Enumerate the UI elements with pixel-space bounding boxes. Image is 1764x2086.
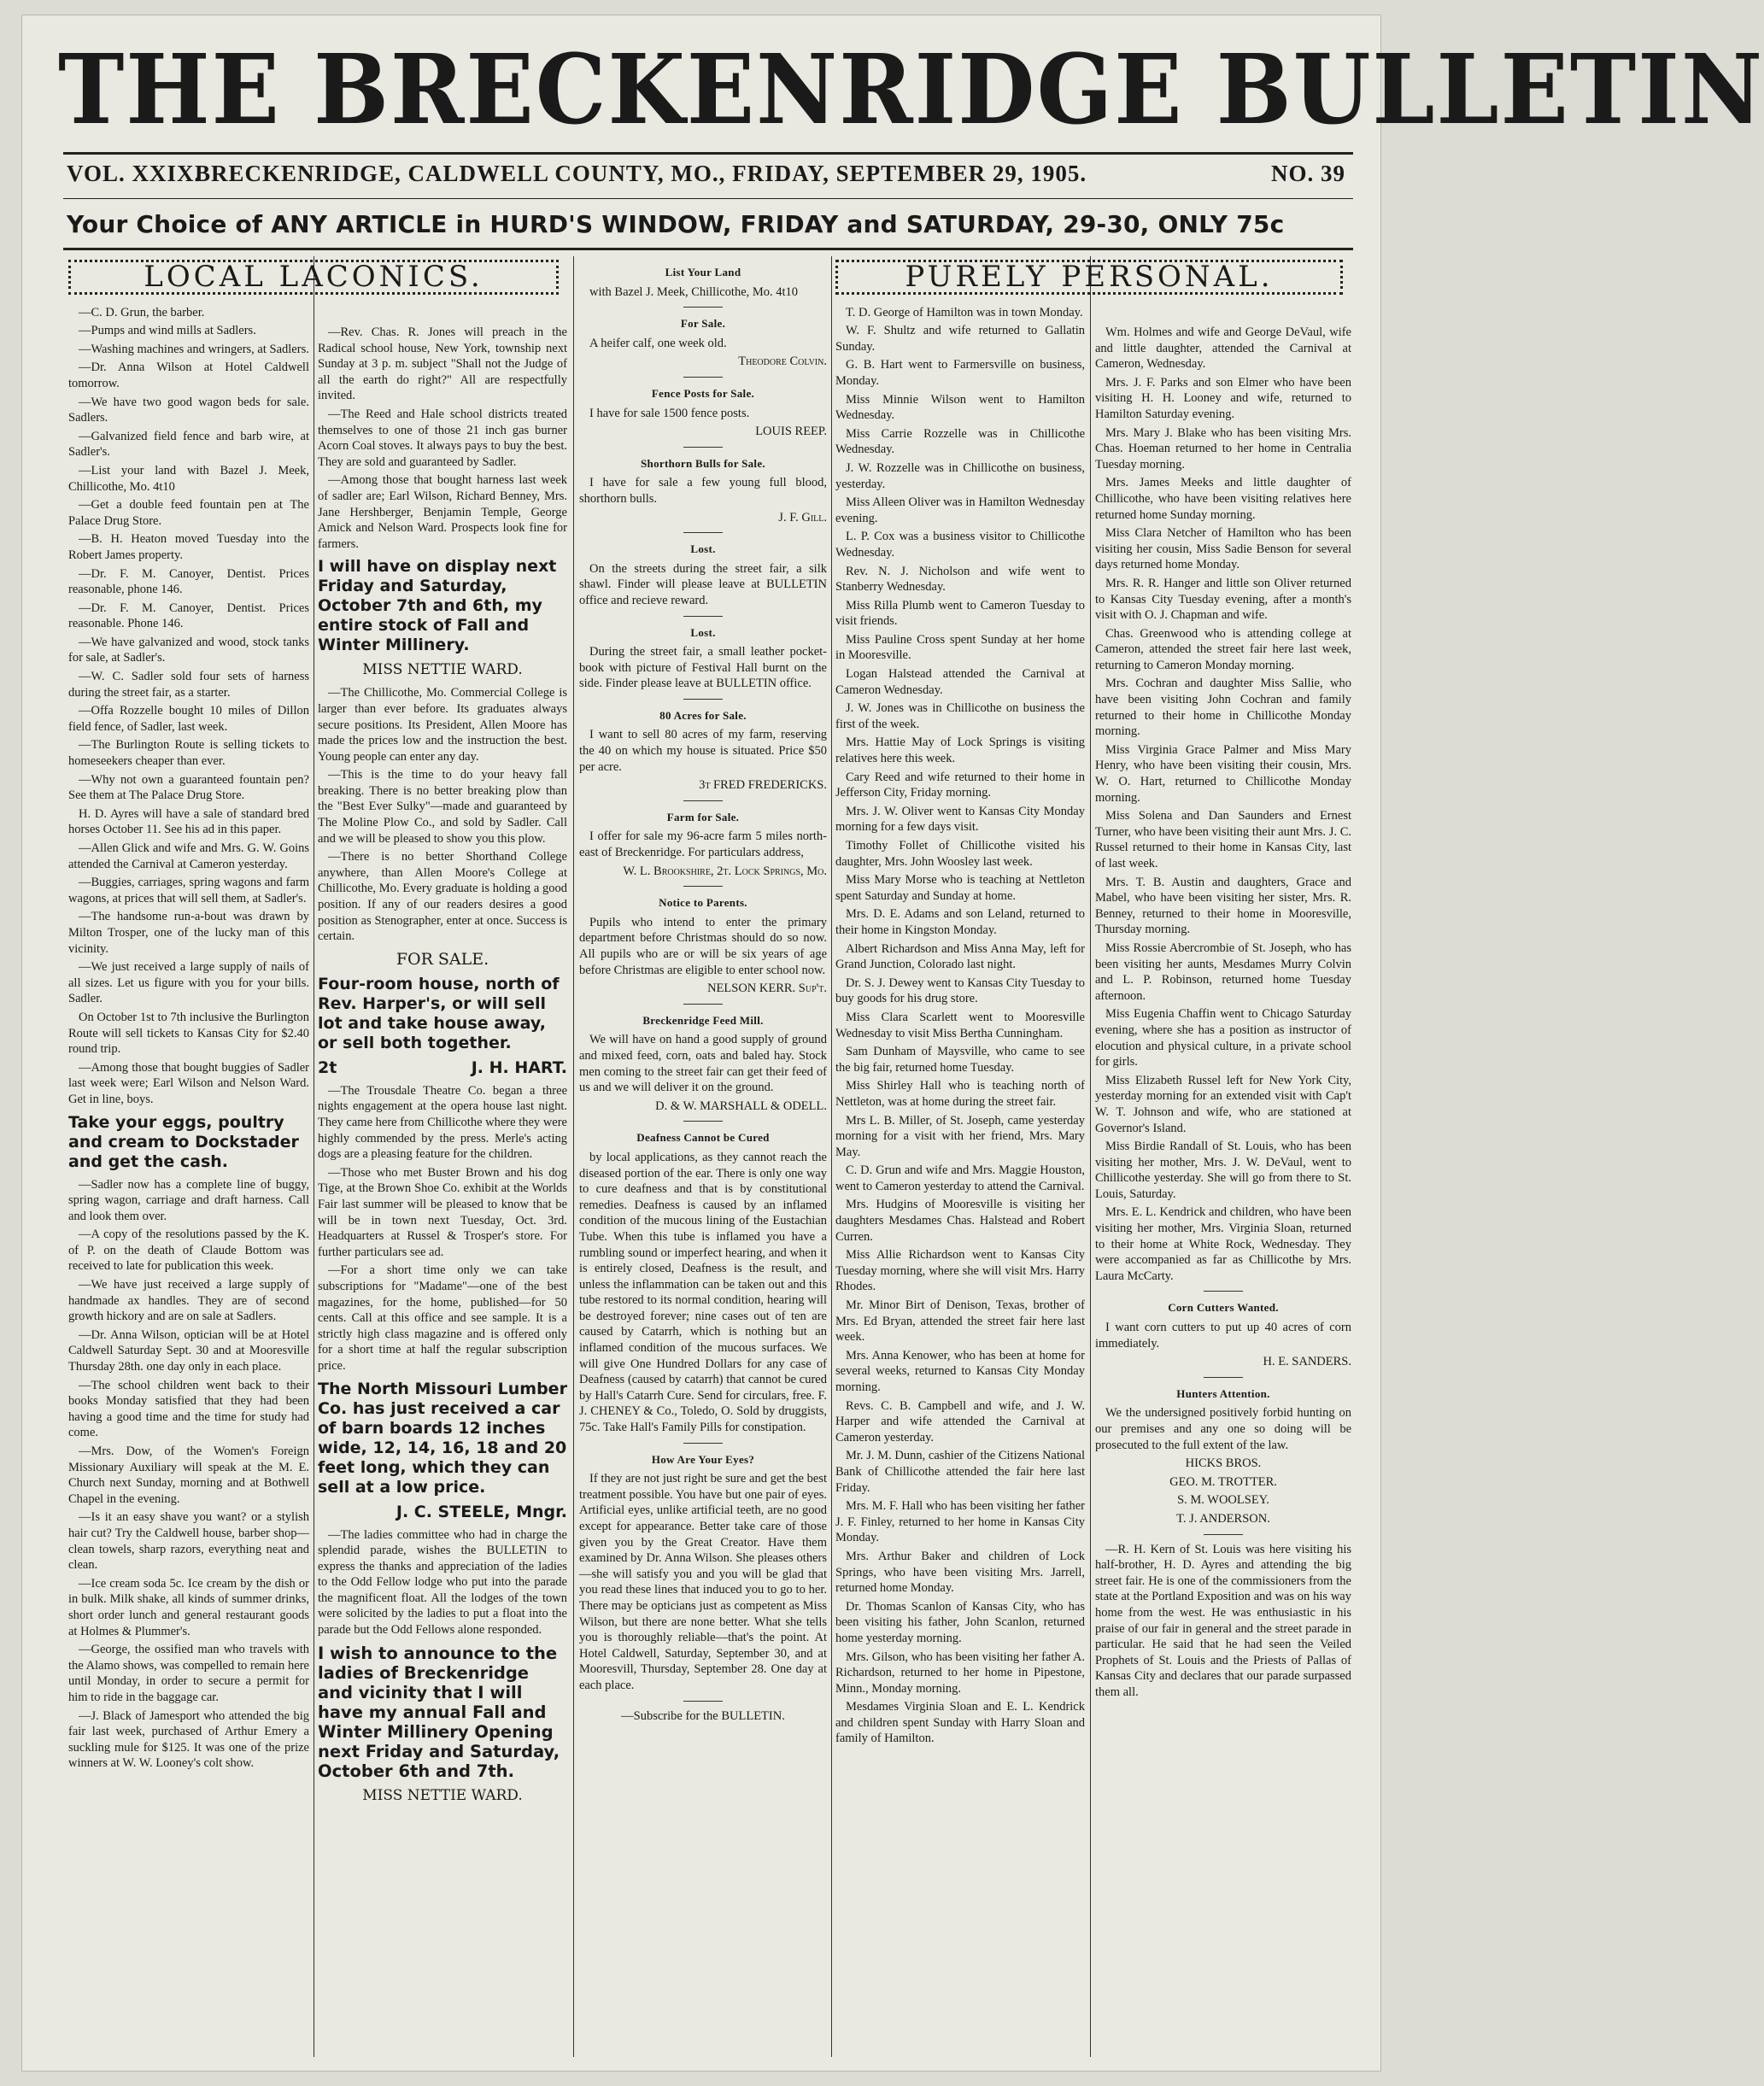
personal-item: Cary Reed and wife returned to their home in Jefferson City, Friday morning. [835,770,1085,800]
classified-heading: Notice to Parents. [659,896,747,910]
classified-body: I offer for sale my 96-acre farm 5 miles north-east of Breckenridge. For particulars address, [579,829,827,860]
personal-column-2 [1095,256,1351,2059]
classified-heading: Farm for Sale. [666,810,740,823]
divider [1204,1377,1243,1378]
local-item: —Those who met Buster Brown and his dog Tige, at the Brown Shoe Co. exhibit at the Worlds Fair last summer will be pleased to know that be will be in town next Tuesday, Oct. 3rd. Headquarters at Russel & Trosper's store. For further particulars see ad. [318,1165,567,1259]
hunters-signature: GEO. M. TROTTER. [1169,1474,1277,1489]
personal-item: Mr. Minor Birt of Denison, Texas, brother of Mrs. Ed Bryan, attended the street fair here last week. [835,1298,1085,1345]
lumber-signature: J. C. STEELE, Mngr. [396,1502,567,1521]
classified-body: We will have on hand a good supply of ground and mixed feed, corn, oats and baled hay. Stock men coming to the street fair can get their feed of us and we will deliver it on the ground. [579,1033,827,1095]
classified-heading: Deafness Cannot be Cured [636,1131,770,1145]
personal-item: T. D. George of Hamilton was in town Monday. [846,305,1083,319]
personal-item: Mrs L. B. Miller, of St. Joseph, came yesterday morning for a visit with her friend, Mrs. Mary May. [835,1113,1085,1159]
personal-item: Miss Rossie Abercrombie of St. Joseph, who has been visiting her aunts, Mesdames Murry Colvin and L. P. Robinson, returned home Tuesday afternoon. [1095,940,1351,1003]
millinery-opening-ad: I wish to announce to the ladies of Breckenridge and vicinity that I will have my annual Fall and Winter Millinery Opening next Friday and Saturday, October 6th and 7th. [318,1643,560,1781]
classified-heading: List Your Land [665,266,741,278]
classified-heading: Lost. [690,625,716,639]
local-item: —Sadler now has a complete line of buggy, spring wagon, carriage and draft harness. Call and look them over. [68,1177,309,1223]
personal-item: Mrs. Hudgins of Mooresville is visiting her daughters Mesdames Chas. Halstead and Robert Curren. [835,1198,1085,1244]
personal-item: Mrs. T. B. Austin and daughters, Grace and Mabel, who have been visiting her sister, Mrs. R. Benney, returned to their home in Mooresville, Thursday morning. [1095,875,1351,937]
local-item: —Pumps and wind mills at Sadlers. [79,324,256,338]
personal-item: Miss Minnie Wilson went to Hamilton Wednesday. [835,392,1085,423]
local-item: —We have just received a large supply of handmade ax handles. They are of second growth hickory and are on sale at Sadlers. [68,1278,309,1324]
divider [683,377,723,378]
corn-cutters-body: I want corn cutters to put up 40 acres of corn immediately. [1095,1321,1351,1351]
classified-heading: Shorthorn Bulls for Sale. [641,456,765,470]
personal-item: Mrs. D. E. Adams and son Leland, returned to their home in Kingston Monday. [835,907,1085,937]
personal-item: Mrs. J. W. Oliver went to Kansas City Monday morning for a few days visit. [835,804,1085,835]
purely-personal-heading: PURELY PERSONAL. [835,260,1343,295]
local-item: —The handsome run-a-bout was drawn by Milton Trosper, one of the lucky man of this vicinity. [68,910,309,956]
personal-item: J. W. Rozzelle was in Chillicothe on business, yesterday. [835,460,1085,491]
hunters-body: We the undersigned positively forbid hunting on our premises and any one so doing will be prosecuted to the full extent of the law. [1095,1406,1351,1452]
column-rule [573,256,574,2057]
local-item: —The Reed and Hale school districts treated themselves to one of those 21 inch gas burner Acorn Coal stoves. It always pays to buy the best. They are sold and guaranteed by Sadler. [318,407,567,469]
divider [683,1004,723,1005]
for-sale-signature: J. H. HART. [471,1058,567,1077]
personal-item: Mrs. James Meeks and little daughter of Chillicothe, who have been visiting relatives here returned home Sunday morning. [1095,476,1351,522]
personal-item: Mrs. M. F. Hall who has been visiting her father J. F. Finley, returned to her home in Kansas City Monday. [835,1499,1085,1545]
local-item: —C. D. Grun, the barber. [79,305,205,319]
hunters-signature: HICKS BROS. [1185,1456,1262,1471]
classified-body: A heifer calf, one week old. [589,336,727,350]
classified-body: by local applications, as they cannot reach the diseased portion of the ear. There is only one way to cure deafness and that is by constitutional remedies. Deafness is caused by an inflamed condition of the mucous lining of the Eustachian Tube. When this tube is inflamed you have a rumbling sound or imperfect hearing, and when it is entirely closed, Deafness is the result, and unless the inflammation can be taken out and this tube restored to its normal condition, hearing will be destroyed forever; nine cases out of ten are caused by Catarrh, which is nothing but an inflamed condition of the mucous surfaces. We will give One Hundred Dollars for any case of Deafness (caused by catarrh) that cannot be cured by Hall's Catarrh Cure. Send for circulars, free. F. J. CHENEY & Co., Toledo, O. Sold by druggists, 75c. Take Hall's Family Pills for constipation. [579,1150,827,1435]
local-item: —B. H. Heaton moved Tuesday into the Robert James property. [68,532,309,562]
divider [683,699,723,700]
local-item: —For a short time only we can take subscriptions for "Madame"—one of the best magazines, for the home, published—for 50 cents. Call at this office and see sample. It is a strictly high class magazine and is offered only for a short time at half the regular subscription price. [318,1263,567,1373]
local-item: —The Trousdale Theatre Co. began a three nights engagement at the opera house last night. They came here from Chillicothe where they were highly commended by the press. Merle's acting dogs are a pleasing feature for the children. [318,1083,567,1162]
personal-item: Miss Elizabeth Russel left for New York City, yesterday morning for an extended visit with Cap't W. T. Johnson and wife, who are stationed at Governor's Island. [1095,1073,1351,1135]
local-item: —J. Black of Jamesport who attended the big fair last week, purchased of Arthur Emery a suckling mule for $125. It was one of the prize winners at W. W. Looney's colt show. [68,1708,309,1771]
divider [683,886,723,887]
local-item: —There is no better Shorthand College anywhere, than Allen Moore's College at Chillicothe, Mo. Every graduate is holding a good position. If any of our readers desires a good position as Stenographer, enter at once. Success is certain. [318,850,567,944]
personal-item: Miss Clara Netcher of Hamilton who has been visiting her cousin, Miss Sadie Benson for several days returned home Monday. [1095,526,1351,572]
hunters-heading: Hunters Attention. [1176,1386,1270,1400]
dateline-rule [63,198,1353,199]
personal-item: Miss Solena and Dan Saunders and Ernest Turner, who have been visiting their aunt Mrs. J. C. Russel returned to their home in Kansas City, last of last week. [1095,809,1351,870]
personal-item: Mrs. Cochran and daughter Miss Sallie, who have been visiting John Cochran and family returned to their home in Chillicothe Monday morning. [1095,677,1351,739]
dateline [67,161,1348,191]
local-column-2 [318,256,567,2059]
personal-item: Wm. Holmes and wife and George DeVaul, wife and little daughter, attended the Carnival at Cameron, Wednesday. [1095,325,1351,372]
classified-heading: For Sale. [680,317,726,331]
for-sale-house-ad: Four-room house, north of Rev. Harper's, or will sell lot and take house away, or sell both together. [318,974,560,1052]
classified-body: If they are not just right be sure and get the best treatment possible. You have but one pair of eyes. Artificial eyes, unlike artificial teeth, are no good except for appearance. Better take care of those given you by the Great Creator. Have them examined by Dr. Anna Wilson. She pleases others—she will satisfy you and you will be glad that you read these lines that induced you to go to her. There may be opticians just as competent as Miss Wilson, but there are none better. What she tells you is thoroughly reliable—that's the point. At Hotel Caldwell, Saturday, September 30, and at Mooresvill, Thursday, September 28. One day at each place. [579,1472,827,1692]
personal-item: Mrs. R. R. Hanger and little son Oliver returned to Kansas City Tuesday evening, after a month's visit with O. J. Chapman and wife. [1095,576,1351,623]
local-item: —A copy of the resolutions passed by the K. of P. on the death of Claude Bottom was received to late for publication this week. [68,1228,309,1274]
divider [683,1121,723,1122]
personal-item: Miss Eugenia Chaffin went to Chicago Saturday evening, where she has a position as instructor of elocution and physical culture, in a private school for girls. [1095,1007,1351,1069]
personal-item: Mrs. Hattie May of Lock Springs is visiting relatives here this week. [835,735,1085,766]
column-rule [1090,256,1091,2057]
local-item: —This is the time to do your heavy fall breaking. There is no better breaking plow than the "Best Ever Sulky"—made and guaranteed by The Moline Plow Co., and sold by Sadler. Call and we will be pleased to show you this plow. [318,768,567,846]
personal-item: Rev. N. J. Nicholson and wife went to Stanberry Wednesday. [835,564,1085,595]
divider [683,616,723,617]
local-item: —Ice cream soda 5c. Ice cream by the dish or in bulk. Milk shake, all kinds of summer drinks, short order lunch and general restaurant goods at Holmes & Plummer's. [68,1576,309,1638]
local-item: —Dr. Anna Wilson at Hotel Caldwell tomorrow. [68,360,309,390]
local-item: —Among those that bought buggies of Sadler last week were; Earl Wilson and Nelson Ward. Get in line, boys. [68,1060,309,1106]
personal-item: Miss Mary Morse who is teaching at Nettleton spent Saturday and Sunday at home. [835,873,1085,903]
subscribe-note: —Subscribe for the BULLETIN. [621,1708,785,1723]
corn-cutters-heading: Corn Cutters Wanted. [1168,1301,1279,1315]
personal-item: Miss Carrie Rozzelle was in Chillicothe Wednesday. [835,426,1085,457]
classified-body: I have for sale 1500 fence posts. [589,406,750,420]
masthead-rule [63,152,1353,155]
local-item: —Rev. Chas. R. Jones will preach in the Radical school house, New York, township next Sunday at 3 p. m. subject "Shall not the Judge of all the earth do right?" All are respectfully invited. [318,325,567,403]
classified-signature: 3t FRED FREDERICKS. [699,778,827,793]
local-item: —Washing machines and wringers, at Sadlers. [79,342,309,356]
personal-item: Timothy Follet of Chillicothe visited his daughter, Mrs. John Woosley last week. [835,839,1085,869]
local-item: —Mrs. Dow, of the Women's Foreign Missionary Auxiliary will speak at the M. E. Church next Sunday, morning and at Bothwell Chapel in the evening. [68,1444,309,1506]
personal-item: Mrs. Arthur Baker and children of Lock Springs, who have been visiting Mrs. Jarrell, returned home Monday. [835,1549,1085,1596]
local-item: —Is it an easy shave you want? or a stylish hair cut? Try the Caldwell house, barber shop—clean towels, sharp razors, everything neat and clean. [68,1510,309,1573]
personal-item: Miss Allie Richardson went to Kansas City Tuesday morning, where she will visit Mrs. Harry Rhodes. [835,1248,1085,1294]
local-item: —List your land with Bazel J. Meek, Chillicothe, Mo. 4t10 [68,463,309,494]
personal-item: C. D. Grun and wife and Mrs. Maggie Houston, went to Cameron yesterday to attend the Carnival. [835,1163,1085,1193]
classified-signature: NELSON KERR. Sup't. [707,981,827,996]
banner-ad: Your Choice of ANY ARTICLE in HURD'S WINDOW, FRIDAY and SATURDAY, 29-30, ONLY 75c [67,210,1285,238]
volume-number: VOL. XXIX. [67,161,202,186]
local-item: —The Chillicothe, Mo. Commercial College is larger than ever before. Its graduates always secure positions. Its President, Allen Moore has made the prices low and the instruction the best. Young people can enter any day. [318,686,567,764]
classified-body: Pupils who intend to enter the primary department before Christmas should do so now. All pupils who are or will be six years of age before Christmas are eligible to enter school now. [579,915,827,977]
local-item: —The ladies committee who had in charge the splendid parade, wishes the BULLETIN to express the thanks and appreciation of the ladies to the Odd Fellow lodge who put into the parade the magnificent float. All the lodges of the town were solicited by the ladies to put a float into the parade but the Odd Fellows alone responded. [318,1527,567,1638]
classified-heading: Fence Posts for Sale. [651,386,755,400]
divider [683,800,723,801]
local-item: —Allen Glick and wife and Mrs. G. W. Goins attended the Carnival at Cameron yesterday. [68,841,309,871]
local-item: —W. C. Sadler sold four sets of harness during the street fair, as a starter. [68,670,309,700]
classifieds-column [579,256,827,2059]
classified-signature: LOUIS REEP. [755,425,827,439]
kern-item: —R. H. Kern of St. Louis was here visiting his half-brother, H. D. Ayres and attending the big street fair. He is one of the commissioners from the state at the Portland Exposition and was on his way home from the west. He was enthusiastic in his praise of our fair in general and the street parade in particular. He said that he had seen the Veiled Prophets of St. Louis and the Priests of Pallas of Kansas City and declares that our parade surpassed them all. [1095,1542,1351,1699]
place-date: BRECKENRIDGE, CALDWELL COUNTY, MO., FRIDAY, SEPTEMBER 29, 1905. [195,161,1087,186]
personal-item: Revs. C. B. Campbell and wife, and J. W. Harper and wife attended the Carnival at Cameron yesterday. [835,1398,1085,1444]
for-sale-heading: FOR SALE. [396,949,489,969]
classified-heading: Lost. [690,542,716,556]
local-item: —We have two good wagon beds for sale. Sadlers. [68,395,309,425]
divider [683,1443,723,1444]
local-item: On October 1st to 7th inclusive the Burlington Route will sell tickets to Kansas City for $2.40 round trip. [68,1010,309,1057]
local-item: —George, the ossified man who travels with the Alamo shows, was compelled to remain here until Monday, in order to secure a permit for him to ride in the baggage car. [68,1643,309,1704]
newspaper-page [22,15,1764,2071]
eggs-ad: Take your eggs, poultry and cream to Dockstader and get the cash. [68,1112,299,1171]
local-item: —Why not own a guaranteed fountain pen? See them at The Palace Drug Store. [68,772,309,803]
personal-item: L. P. Cox was a business visitor to Chillicothe Wednesday. [835,530,1085,560]
divider [683,447,723,448]
local-item: —Dr. F. M. Canoyer, Dentist. Prices reasonable, phone 146. [68,566,309,597]
personal-item: Dr. S. J. Dewey went to Kansas City Tuesday to buy goods for his drug store. [835,976,1085,1006]
hunters-signature: S. M. WOOLSEY. [1177,1493,1269,1508]
personal-item: Sam Dunham of Maysville, who came to see the big fair, returned home Tuesday. [835,1045,1085,1075]
divider [683,1701,723,1702]
personal-item: Miss Clara Scarlett went to Mooresville Wednesday to visit Miss Bertha Cunningham. [835,1010,1085,1040]
millinery-display-ad: I will have on display next Friday and Saturday, October 7th and 6th, my entire stock of Fall and Winter Millinery. [318,557,557,655]
personal-item: Miss Rilla Plumb went to Cameron Tuesday to visit friends. [835,598,1085,629]
local-item: —The Burlington Route is selling tickets to homeseekers cheaper than ever. [68,738,309,769]
personal-item: Mrs. J. F. Parks and son Elmer who have been visiting H. H. Looney and wife, returned to Hamilton Saturday evening. [1095,375,1351,421]
personal-item: Miss Alleen Oliver was in Hamilton Wednesday evening. [835,495,1085,525]
classified-signature: D. & W. MARSHALL & ODELL. [655,1099,827,1113]
classified-signature: W. L. Brookshire, 2t. Lock Springs, Mo. [623,864,827,878]
local-item: —Offa Rozzelle bought 10 miles of Dillon field fence, of Sadler, last week. [68,704,309,734]
banner-rule [63,248,1353,250]
local-laconics-heading: LOCAL LACONICS. [68,260,559,295]
personal-item: Mesdames Virginia Sloan and E. L. Kendrick and children spent Sunday with Harry Sloan and family of Hamilton. [835,1700,1085,1746]
issue-number: NO. 39 [1271,161,1345,186]
column-rule [831,256,832,2057]
millinery-opening-signature: MISS NETTIE WARD. [362,1786,523,1804]
local-item: —Among those that bought harness last week of sadler are; Earl Wilson, Richard Benney, Mrs. Jane Hershberger, Benjamin Temple, George Amick and Nelson Ward. Prospects look fine for farmers. [318,473,567,551]
personal-item: Dr. Thomas Scanlon of Kansas City, who has been visiting his father, John Scanlon, returned home yesterday morning. [835,1599,1085,1645]
local-item: H. D. Ayres will have a sale of standard bred horses October 11. See his ad in this paper. [68,806,309,837]
personal-item: Logan Halstead attended the Carnival at Cameron Wednesday. [835,667,1085,697]
personal-item: Mrs. Gilson, who has been visiting her father A. Richardson, returned to her home in Pipestone, Minn., Monday morning. [835,1649,1085,1696]
local-item: —We just received a large supply of nails of all sizes. Let us figure with you for your bills. Sadler. [68,960,309,1006]
local-item: —Dr. F. M. Canoyer, Dentist. Prices reasonable. Phone 146. [68,601,309,631]
classified-signature: Theodore Colvin. [738,355,827,369]
personal-item: Chas. Greenwood who is attending college at Cameron, attended the street fair here last week, returning to Cameron Monday morning. [1095,626,1351,672]
personal-item: Albert Richardson and Miss Anna May, left for Grand Junction, Colorado last night. [835,941,1085,972]
classified-heading: How Are Your Eyes? [651,1452,755,1466]
masthead-title: THE BRECKENRIDGE BULLETIN [58,32,1764,146]
personal-item: Miss Pauline Cross spent Sunday at her home in Mooresville. [835,632,1085,663]
lumber-ad: The North Missouri Lumber Co. has just received a car of barn boards 12 inches wide, 12, 14, 16, 18 and 20 feet long, which they can sell at a low price. [318,1379,567,1497]
personal-item: Mrs. Mary J. Blake who has been visiting Mrs. Chas. Hoeman returned to her home in Centralia Tuesday morning. [1095,425,1351,472]
divider [683,532,723,533]
personal-item: G. B. Hart went to Farmersville on business, Monday. [835,358,1085,388]
hunters-signature: T. J. ANDERSON. [1176,1511,1270,1526]
classified-body: I have for sale a few young full blood, shorthorn bulls. [579,476,827,506]
personal-item: J. W. Jones was in Chillicothe on business the first of the week. [835,701,1085,731]
classified-body: During the street fair, a small leather pocket-book with picture of Festival Hall burnt on the side. Finder please leave at BULLETIN office. [579,645,827,691]
classified-heading: 80 Acres for Sale. [659,708,747,722]
personal-item: Mrs. E. L. Kendrick and children, who have been visiting her mother, Mrs. Virginia Sloan, returned to their home at White Rock, Wednesday. They were accompanied as far as Chillicothe by Mrs. Laura McCarty. [1095,1205,1351,1283]
millinery-signature: MISS NETTIE WARD. [362,661,523,679]
classified-heading: Breckenridge Feed Mill. [642,1013,764,1027]
classified-body: I want to sell 80 acres of my farm, reserving the 40 on which my house is situated. Price $50 per acre. [579,728,827,774]
divider [1204,1291,1243,1292]
local-item: —Dr. Anna Wilson, optician will be at Hotel Caldwell Saturday Sept. 30 and at Mooresville Thursday 28th. one day only in each place. [68,1327,309,1374]
personal-item: Miss Birdie Randall of St. Louis, who has been visiting her mother, Mrs. J. W. DeVaul, went to Chillicothe yesterday. She will go from there to St. Louis, Saturday. [1095,1140,1351,1201]
classified-signature: J. F. Gill. [778,510,827,524]
corn-cutters-signature: H. E. SANDERS. [1263,1355,1351,1369]
personal-item: W. F. Shultz and wife returned to Gallatin Sunday. [835,324,1085,354]
local-item: —Galvanized field fence and barb wire, at Sadler's. [68,429,309,460]
classified-body: On the streets during the street fair, a silk shawl. Finder will please leave at BULLETIN office and recieve reward. [579,561,827,607]
local-item: —Buggies, carriages, spring wagons and farm wagons, at prices that will sell them, at Sadler's. [68,876,309,905]
classified-body: with Bazel J. Meek, Chillicothe, Mo. 4t10 [589,284,799,299]
divider [1204,1534,1243,1535]
for-sale-run: 2t [318,1058,337,1077]
personal-item: Mr. J. M. Dunn, cashier of the Citizens National Bank of Chillicothe attended the fair here last Friday. [835,1449,1085,1495]
personal-item: Mrs. Anna Kenower, who has been at home for several weeks, returned to Kansas City Monday morning. [835,1348,1085,1394]
local-item: —We have galvanized and wood, stock tanks for sale, at Sadler's. [68,635,309,665]
divider [683,307,723,308]
personal-item: Miss Virginia Grace Palmer and Miss Mary Henry, who have been visiting their cousin, Mrs. W. O. Hart, returned to Chillicothe Monday morning. [1095,742,1351,805]
personal-item: Miss Shirley Hall who is teaching north of Nettleton, was at home during the street fair. [835,1079,1085,1109]
for-sale-signature-line [318,1058,567,1078]
local-item: —The school children went back to their books Monday satisfied that they had been having a good time and the time for study had come. [68,1378,309,1440]
local-item: —Get a double feed fountain pen at The Palace Drug Store. [68,498,309,528]
